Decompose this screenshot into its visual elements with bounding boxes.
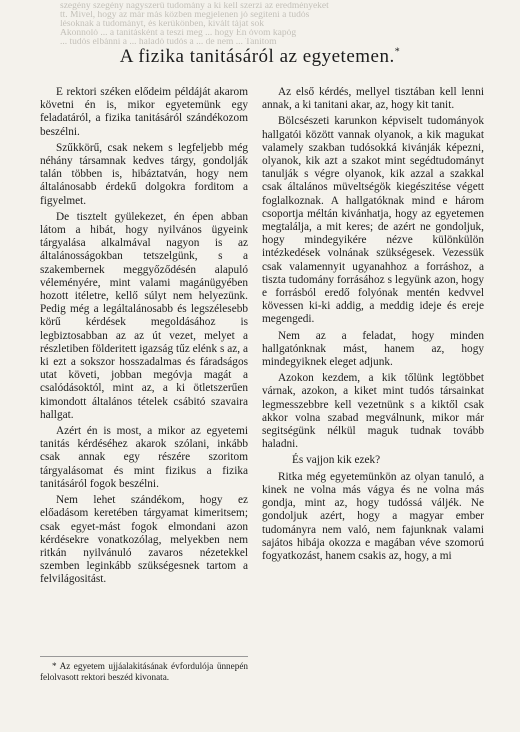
paragraph: Nem lehet szándékom, hogy ez előadásom keretében tárgyamat kimeritsem; csak egyet-mást fogok elmondani azon kérdésekre vonatkozólag, melyekben nem ritkán nyilvánuló zavaros nézetekkel szemben leginkább szükségesnek tartom a felvilágositást. — [40, 494, 248, 586]
title-text: A fizika tanitásáról az egyetemen. — [119, 46, 395, 67]
footnote-mark: * — [394, 46, 401, 58]
footnote-text: * Az egyetem ujjáalakitásának évfordulója ünnepén felolvasott rektori beszéd kivonata. — [40, 661, 248, 682]
question-line: És vajjon kik ezek? — [292, 454, 381, 467]
footnote — [40, 656, 248, 683]
paragraph: E rektori széken elődeim példáját akarom követni én is, mikor egyetemünk egy feladatáról, a fizika tanitásáról szándékozom beszélni. — [40, 86, 248, 138]
bleed-line: ... tudós elbánni a ... haladó tudós a ... de nem ... Tanitom — [60, 38, 277, 44]
paragraph: Bölcsészeti karunkon képviselt tudományok hallgatói között vannak olyanok, a kik magukat valamely szakban tudósokká kivánják képezni, olyanok, kik azt a szakot mint segédtudományt tanulják s végre olyanok, kik azzal a szakkal csak általános müveltségök kiegészitése végett foglalkoznak. A hallgatóknak mind e három csoportja méltán kivánhatja, hogy az egyetemen megtalálja, a mit keres; de azért ne gondoljuk, hogy mindegyikére nézve különkülön intézkedések volnának szükségesek. Vezessük csak valamennyit ugyanahhoz a forráshoz, a tiszta tudomány forrásához s legyünk azon, hogy e forrásból eredő folyónak mentén kedvvel kövessen ki-ki addig, a meddig ideje és ereje megengedi. — [262, 115, 484, 326]
paragraph: Szűkkörű, csak nekem s legfeljebb még néhány társamnak kedves tárgy, gondolják talán többen is, hibáztatván, hogy nem általánosabb érdekű dolgokra forditom a figyelmet. — [40, 141, 248, 207]
bleed-line: szegény szegény nagyszerű tudomány a ki kell szerzi az eredményeket — [60, 2, 329, 11]
bleed-line: tt. Mivel, hogy az már más közben megjelenen jó segiteni a tudós — [60, 11, 310, 20]
paragraph: Azokon kezdem, a kik tőlünk legtöbbet várnak, azokon, a kiket mint tudós társainkat legmesszebbre kell vezetnünk s a kiktől csak akkor volna szabad megválnunk, mikor már segitségünk nélkül maguk tudnak tovább haladni. — [262, 372, 484, 451]
paragraph: De tisztelt gyülekezet, én épen abban látom a hibát, hogy nyilvános ügyeink tárgyalása alkalmával nagyon is az általánosságokban tetszelgünk, s a szakembernek meggyőződésén alapuló véleményére, mint valami magánügyében hozott itéletre, kellő súlyt nem helyezünk. Pedig még a legáltalánosabb és legszélesebb körű kérdések megoldásához is legbiztosabban az az út vezet, melyet a részletiben földeritett igazság tűz elénk s az, a ki ezt a sokszor hosszadalmas és fáradságos utat követi, jobban megóvja magát a csalódásoktól, mint az, a ki ötletszerűen kimondott általános tételek csábitó szavaira hallgat. — [40, 210, 248, 421]
paragraph: Nem az a feladat, hogy minden hallgatónknak mást, hanem az, hogy mindegyiknek eleget adjunk. — [262, 329, 484, 369]
article-title — [0, 46, 520, 68]
paragraph: Azért én is most, a mikor az egyetemi tanitás kérdéséhez akarok szólani, inkább csak annak egy részére szoritom tárgyalásomat és mint fizikus a fizika tanitásáról fogok beszélni. — [40, 425, 248, 490]
paragraph: Ritka még egyetemünkön az olyan tanuló, a kinek ne volna más vágya és ne volna más gondja, mint az, hogy tudóssá váljék. Ne gondoljuk azért, hogy a magyar ember tudományra nem való, nem fajunknak valami sajátos hibája okozza e magában véve szomorú fogyatkozást, hanem csakis az, hogy, a mi — [262, 470, 484, 562]
right-column — [262, 86, 484, 566]
bleed-through-text — [0, 0, 520, 44]
bleed-line: Akonnoló ... a tanitásként a teszi meg ... hogy Én óvom kapóg — [60, 29, 297, 38]
left-column — [40, 86, 248, 590]
bleed-line: lésoknak a tudományt, és kerükönben, kivált tájat sok — [60, 20, 264, 29]
paragraph: Az első kérdés, mellyel tisztában kell lenni annak, a ki tanitani akar, az, hogy kit tanit. — [262, 86, 484, 112]
